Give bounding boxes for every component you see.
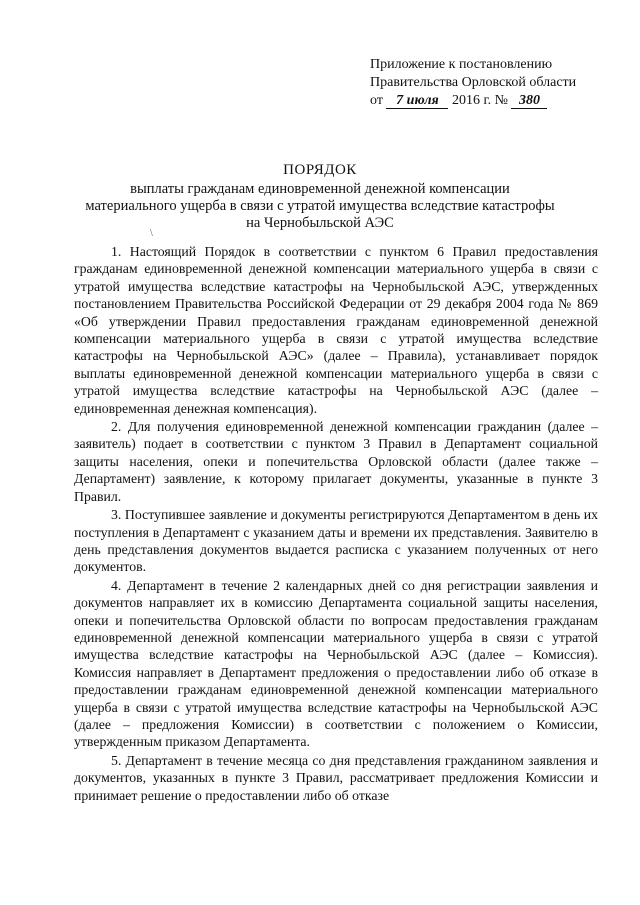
title-line-3: на Чернобыльской АЭС (246, 215, 394, 231)
document-title (70, 162, 570, 232)
paragraph-5: 5. Департамент в течение месяца со дня представления гражданином заявления и документов, указанных в пункте 3 Правил, рассматривает предложения Комиссии и принимает решение о предоставлении либо об отказе (74, 752, 598, 803)
appendix-date-line (370, 92, 620, 110)
title-heading: ПОРЯДОК (283, 162, 357, 178)
stray-mark: \ (150, 228, 153, 239)
title-line-2: материального ущерба в связи с утратой имущества вследствие катастрофы (85, 198, 555, 214)
year-text: 2016 г. № (451, 93, 508, 108)
handwritten-number: 380 (511, 93, 547, 109)
appendix-line-1: Приложение к постановлению (370, 57, 553, 72)
paragraph-4: 4. Департамент в течение 2 календарных дней со дня регистрации заявления и документов направляет их в комиссию Департамента социальной защиты населения, опеки и попечительства Орловской области по вопросам предоставления гражданам единовременной денежной компенсации материального ущерба в связи с утратой имущества вследствие катастрофы на Чернобыльской АЭС (далее – Комиссия). Комиссия направляет в Департамент предложения о предоставлении либо об отказе в предоставлении гражданам единовременной денежной компенсации материального ущерба в связи с утратой имущества вследствие катастрофы на Чернобыльской АЭС (далее – предложения Комиссии) в соответствии с положением о Комиссии, утвержденным приказом Департамента. (74, 577, 598, 750)
document-body (74, 243, 598, 805)
paragraph-1: 1. Настоящий Порядок в соответствии с пунктом 6 Правил предоставления гражданам единовременной денежной компенсации материального ущерба в связи с утратой имущества вследствие катастрофы на Чернобыльской АЭС, утвержденных постановлением Правительства Российской Федерации от 29 декабря 2004 года № 869 «Об утверждении Правил предоставления гражданам единовременной денежной компенсации материального ущерба в связи с утратой имущества вследствие катастрофы на Чернобыльской АЭС» (далее – Правила), устанавливает порядок выплаты единовременной денежной компенсации материального ущерба в связи с утратой имущества вследствие катастрофы на Чернобыльской АЭС (далее – единовременная денежная компенсация). (74, 244, 598, 416)
handwritten-date: 7 июля (386, 93, 448, 109)
date-prefix: от (370, 93, 383, 108)
appendix-header (370, 56, 620, 110)
paragraph-2: 2. Для получения единовременной денежной компенсации гражданин (далее – заявитель) подает в соответствии с пунктом 3 Правил в Департамент социальной защиты населения, опеки и попечительства Орловской области (далее также – Департамент) заявление, к которому прилагает документы, указанные в пункте 3 Правил. (74, 419, 598, 504)
paragraph-3: 3. Поступившее заявление и документы регистрируются Департаментом в день их поступления в Департамент с указанием даты и времени их представления. Заявителю в день представления документов выдается расписка с указанием полученных от него документов. (74, 507, 598, 575)
appendix-line-2: Правительства Орловской области (370, 75, 577, 90)
title-line-1: выплаты гражданам единовременной денежной компенсации (130, 181, 510, 197)
